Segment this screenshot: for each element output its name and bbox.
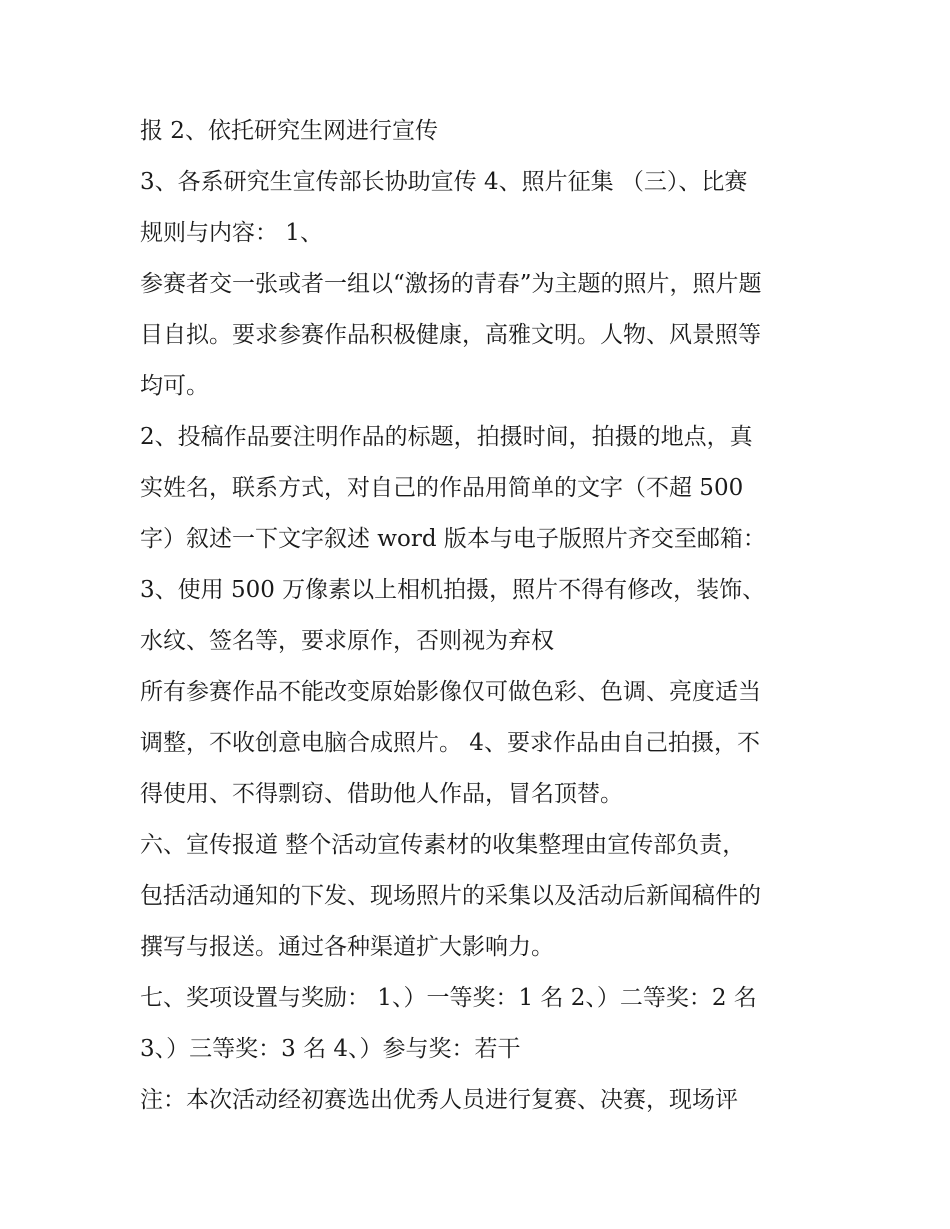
text-line: 3、各系研究生宣传部长协助宣传 4、照片征集 （三）、比赛 (140, 169, 748, 195)
text-line: 3、使用 500 万像素以上相机拍摄，照片不得有修改，装饰、 (140, 577, 766, 603)
text-line: 2、投稿作品要注明作品的标题，拍摄时间，拍摄的地点，真 (140, 424, 753, 450)
text-line: 参赛者交一张或者一组以“激扬的青春”为主题的照片，照片题 (140, 271, 762, 297)
text-line: 得使用、不得剽窃、借助他人作品，冒名顶替。 (140, 781, 623, 807)
text-line: 撰写与报送。通过各种渠道扩大影响力。 (140, 934, 554, 960)
text-line: 规则与内容： 1、 (140, 220, 323, 246)
text-line: 包括活动通知的下发、现场照片的采集以及活动后新闻稿件的 (140, 883, 761, 909)
text-line: 水纹、签名等，要求原作，否则视为弃权 (140, 628, 554, 654)
text-line: 注：本次活动经初赛选出优秀人员进行复赛、决赛，现场评 (140, 1087, 738, 1113)
text-line: 六、宣传报道 整个活动宣传素材的收集整理由宣传部负责， (140, 832, 746, 858)
text-line: 目自拟。要求参赛作品积极健康，高雅文明。人物、风景照等 (140, 322, 761, 348)
text-line: 字）叙述一下文字叙述 word 版本与电子版照片齐交至邮箱： (140, 526, 766, 552)
text-line: 所有参赛作品不能改变原始影像仅可做色彩、色调、亮度适当 (140, 679, 761, 705)
text-line: 实姓名，联系方式，对自己的作品用简单的文字（不超 500 (140, 475, 744, 501)
text-line: 七、奖项设置与奖励： 1、）一等奖：1 名 2、）二等奖：2 名 (140, 985, 757, 1011)
text-line: 3、）三等奖：3 名 4、）参与奖：若干 (140, 1036, 521, 1062)
document-body (140, 106, 820, 1126)
text-line: 报 2、依托研究生网进行宣传 (140, 118, 438, 144)
text-line: 均可。 (140, 373, 209, 399)
text-line: 调整，不收创意电脑合成照片。 4、要求作品由自己拍摄，不 (140, 730, 760, 756)
